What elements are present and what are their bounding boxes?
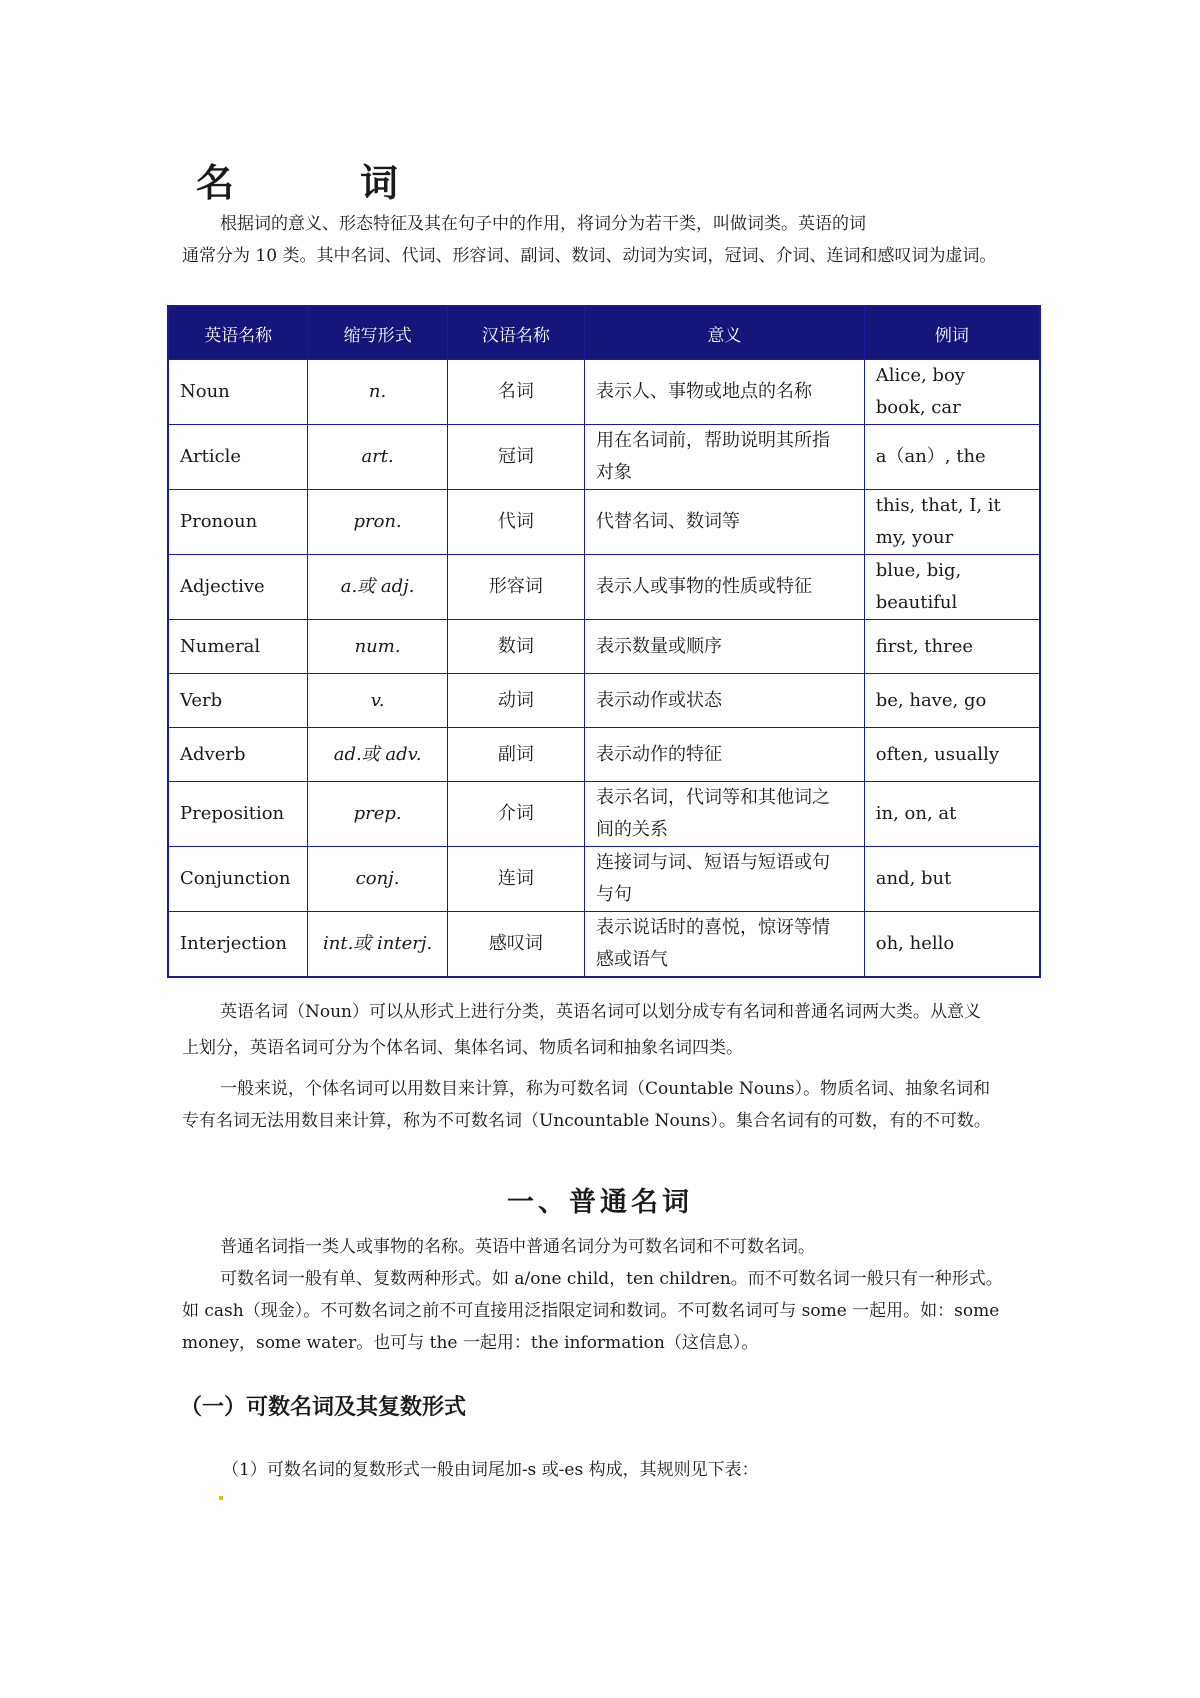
meaning-line: 表示名词，代词等和其他词之	[595, 787, 830, 808]
table-row	[168, 360, 1040, 425]
table-row	[168, 425, 1040, 490]
cell-examples	[864, 912, 1040, 978]
cell-abbreviation: num.	[308, 620, 447, 674]
forms-line: money，some water。也可与 the 一起用：the information（这信息）。	[182, 1333, 759, 1353]
cell-english-name: Noun	[168, 360, 308, 425]
meaning-line: 感或语气	[595, 949, 668, 970]
example-line: Alice, boy	[875, 365, 965, 386]
cell-english-name: Article	[168, 425, 308, 490]
cell-abbreviation: n.	[308, 360, 447, 425]
cell-chinese-name: 名词	[447, 360, 584, 425]
countable-line: 一般来说，个体名词可以用数目来计算，称为可数名词（Countable Nouns）。物质名词、抽象名词和	[220, 1079, 991, 1099]
cell-chinese-name: 介词	[447, 782, 584, 847]
forms-line: 可数名词一般有单、复数两种形式。如 a/one child，ten children。而不可数名词一般只有一种形式。	[220, 1269, 1003, 1289]
header-english-name: 英语名称	[168, 306, 308, 360]
cell-chinese-name: 动词	[447, 674, 584, 728]
noun-types-paragraph	[182, 996, 981, 1064]
cell-abbreviation: pron.	[308, 490, 447, 555]
meaning-line: 表示数量或顺序	[595, 635, 722, 657]
cell-abbreviation: v.	[308, 674, 447, 728]
table-row	[168, 674, 1040, 728]
table-row	[168, 620, 1040, 674]
parts-of-speech-table	[167, 305, 1041, 978]
cell-english-name: Adverb	[168, 728, 308, 782]
example-line: oh, hello	[875, 933, 955, 954]
meaning-line: 用在名词前，帮助说明其所指	[595, 430, 830, 451]
meaning-line: 对象	[595, 462, 632, 483]
noun-forms-paragraph	[182, 1263, 1003, 1359]
example-line: and, but	[875, 868, 952, 889]
cell-english-name: Adjective	[168, 555, 308, 620]
example-line: be, have, go	[875, 689, 987, 711]
plural-rule-paragraph	[222, 1454, 759, 1486]
intro-line: 根据词的意义、形态特征及其在句子中的作用，将词分为若干类，叫做词类。英语的词	[220, 214, 866, 234]
cell-abbreviation: conj.	[308, 847, 447, 912]
cell-meaning	[584, 425, 864, 490]
meaning-line: 表示人或事物的性质或特征	[595, 576, 812, 597]
meaning-line: 表示动作的特征	[595, 743, 722, 765]
countable-paragraph	[182, 1073, 991, 1137]
intro-line: 通常分为 10 类。其中名词、代词、形容词、副词、数词、动词为实词，冠词、介词、连词和感叹词为虚词。	[182, 246, 997, 266]
cell-examples	[864, 490, 1040, 555]
example-line: beautiful	[875, 592, 958, 613]
example-line: often, usually	[875, 743, 999, 765]
table-row	[168, 728, 1040, 782]
meaning-line: 与句	[595, 884, 632, 905]
example-line: book, car	[875, 397, 961, 418]
cell-chinese-name: 副词	[447, 728, 584, 782]
header-abbreviation: 缩写形式	[308, 306, 447, 360]
plural-rule-line: （1）可数名词的复数形式一般由词尾加-s 或-es 构成，其规则见下表：	[222, 1460, 759, 1480]
cell-chinese-name: 形容词	[447, 555, 584, 620]
cell-examples	[864, 555, 1040, 620]
table-header-row	[168, 306, 1040, 360]
meaning-line: 表示动作或状态	[595, 689, 722, 711]
countable-line: 专有名词无法用数目来计算，称为不可数名词（Uncountable Nouns）。集合名词有的可数，有的不可数。	[182, 1111, 991, 1131]
cell-meaning	[584, 620, 864, 674]
stray-mark	[219, 1496, 223, 1500]
header-chinese-name: 汉语名称	[447, 306, 584, 360]
common-noun-definition	[182, 1231, 815, 1263]
cell-abbreviation: int.或 interj.	[308, 912, 447, 978]
cell-chinese-name: 冠词	[447, 425, 584, 490]
cell-english-name: Preposition	[168, 782, 308, 847]
example-line: in, on, at	[875, 803, 957, 824]
cell-english-name: Conjunction	[168, 847, 308, 912]
table-row	[168, 490, 1040, 555]
table-row	[168, 782, 1040, 847]
section-heading: 一、普通名词	[507, 1187, 693, 1218]
cell-english-name: Verb	[168, 674, 308, 728]
cell-abbreviation: a.或 adj.	[308, 555, 447, 620]
meaning-line: 连接词与词、短语与短语或句	[595, 852, 830, 873]
table-row	[168, 847, 1040, 912]
table-row	[168, 555, 1040, 620]
cell-meaning	[584, 490, 864, 555]
cell-examples	[864, 728, 1040, 782]
cell-chinese-name: 数词	[447, 620, 584, 674]
cell-examples	[864, 847, 1040, 912]
intro-paragraph	[182, 208, 996, 272]
cell-abbreviation: art.	[308, 425, 447, 490]
meaning-line: 代替名词、数词等	[595, 511, 740, 532]
cell-examples	[864, 360, 1040, 425]
cell-meaning	[584, 847, 864, 912]
cell-chinese-name: 代词	[447, 490, 584, 555]
cell-examples	[864, 674, 1040, 728]
cell-chinese-name: 连词	[447, 847, 584, 912]
cell-meaning	[584, 912, 864, 978]
example-line: a（an）, the	[875, 446, 986, 467]
cell-chinese-name: 感叹词	[447, 912, 584, 978]
example-line: my, your	[875, 527, 954, 548]
cell-examples	[864, 425, 1040, 490]
cell-english-name: Interjection	[168, 912, 308, 978]
cell-abbreviation: prep.	[308, 782, 447, 847]
cell-english-name: Numeral	[168, 620, 308, 674]
cell-examples	[864, 782, 1040, 847]
cell-meaning	[584, 360, 864, 425]
header-meaning: 意义	[584, 306, 864, 360]
example-line: blue, big,	[875, 560, 962, 581]
cell-examples	[864, 620, 1040, 674]
meaning-line: 表示说话时的喜悦，惊讶等情	[595, 917, 830, 938]
subsection-heading: （一）可数名词及其复数形式	[180, 1395, 467, 1420]
cell-meaning	[584, 555, 864, 620]
meaning-line: 间的关系	[595, 819, 668, 840]
meaning-line: 表示人、事物或地点的名称	[595, 381, 812, 402]
cell-abbreviation: ad.或 adv.	[308, 728, 447, 782]
header-examples: 例词	[864, 306, 1040, 360]
cell-meaning	[584, 782, 864, 847]
page-title: 名 词	[196, 160, 443, 205]
forms-line: 如 cash（现金）。不可数名词之前不可直接用泛指限定词和数词。不可数名词可与 some 一起用。如：some	[182, 1301, 1000, 1321]
cell-meaning	[584, 728, 864, 782]
example-line: first, three	[875, 635, 973, 657]
noun-types-line: 上划分，英语名词可分为个体名词、集体名词、物质名词和抽象名词四类。	[182, 1038, 743, 1058]
table-row	[168, 912, 1040, 978]
cell-meaning	[584, 674, 864, 728]
cell-english-name: Pronoun	[168, 490, 308, 555]
definition-line: 普通名词指一类人或事物的名称。英语中普通名词分为可数名词和不可数名词。	[220, 1237, 815, 1257]
noun-types-line: 英语名词（Noun）可以从形式上进行分类，英语名词可以划分成专有名词和普通名词两大类。从意义	[220, 1002, 982, 1022]
example-line: this, that, I, it	[875, 495, 1001, 516]
